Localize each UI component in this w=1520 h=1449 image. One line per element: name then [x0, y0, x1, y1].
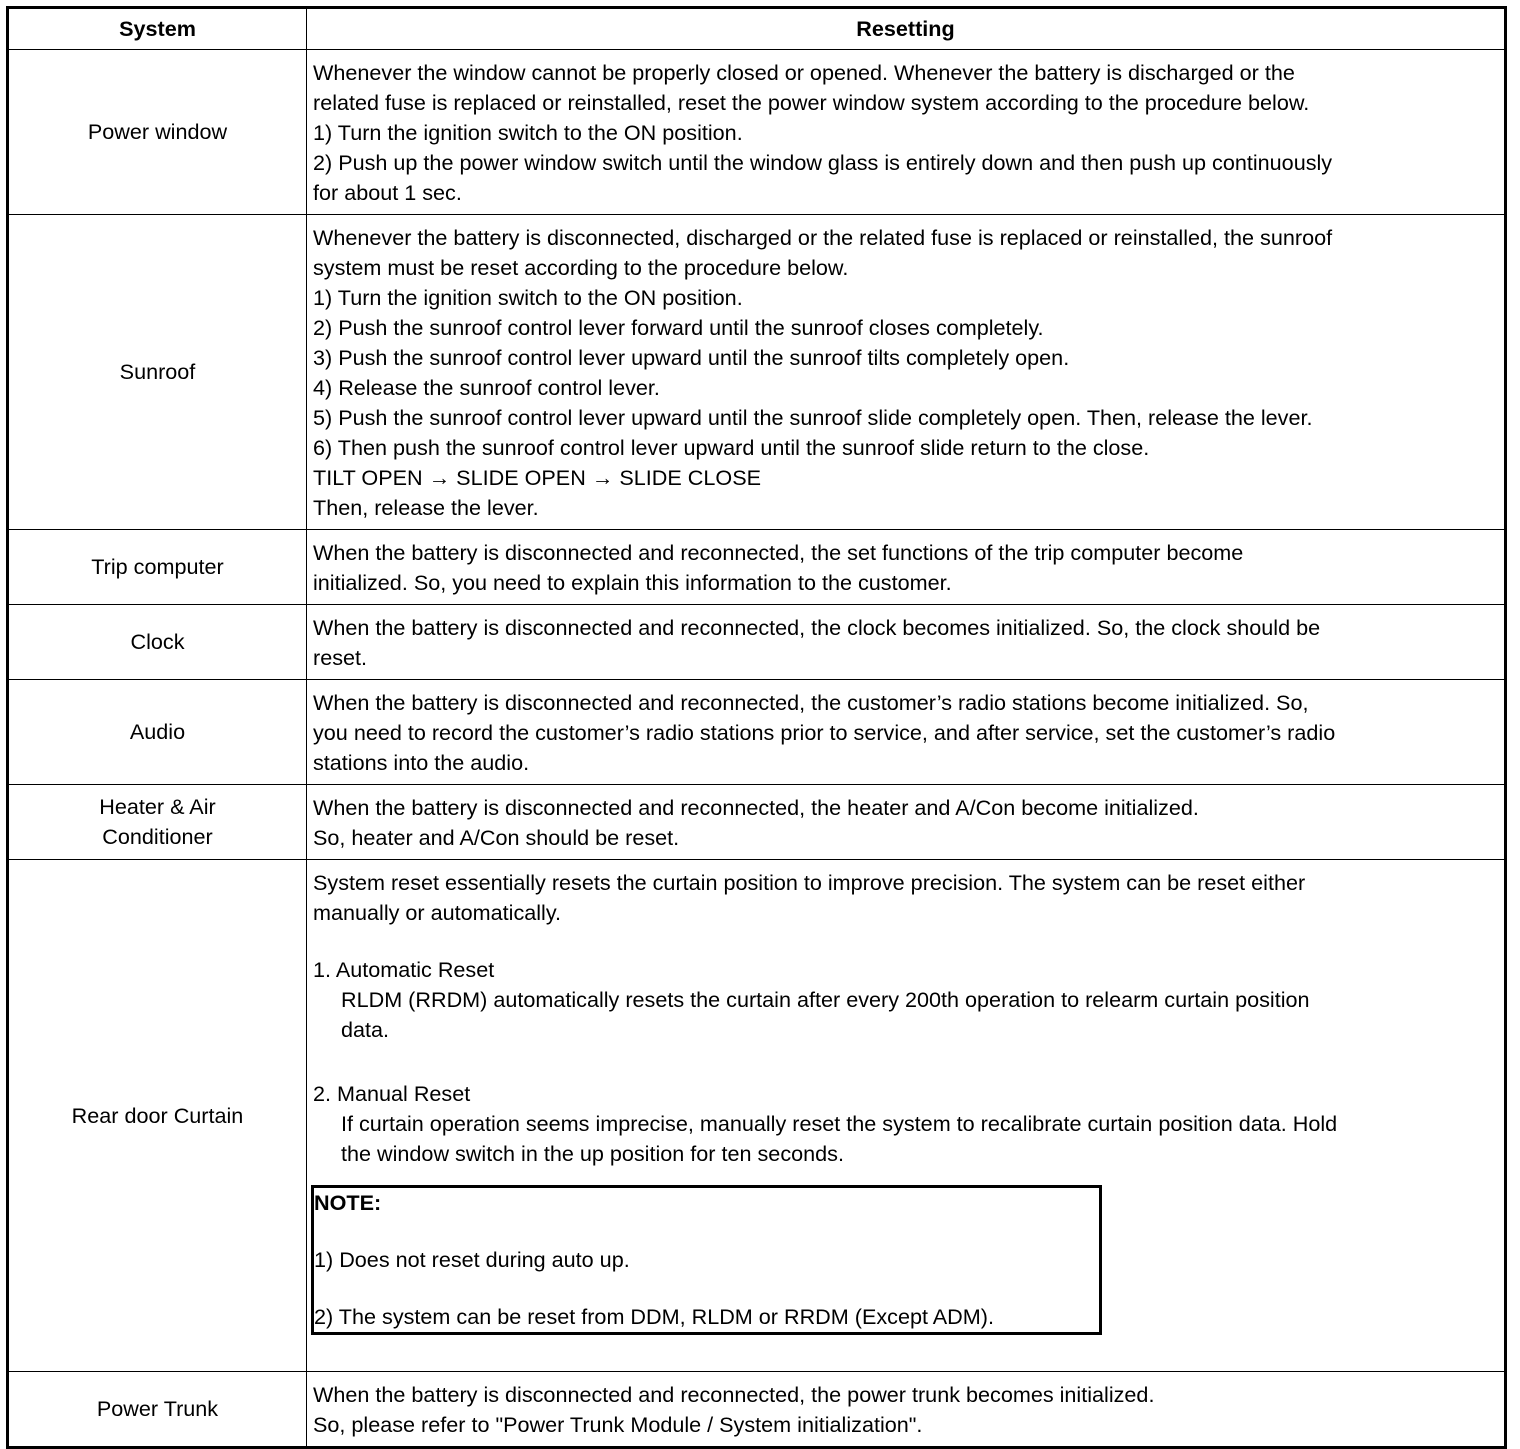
resetting-line: So, heater and A/Con should be reset.: [313, 825, 680, 850]
resetting-line: stations into the audio.: [313, 750, 530, 775]
header-row: [8, 8, 1506, 50]
note-item: 2) The system can be reset from DDM, RLDM or RRDM (Except ADM).: [314, 1304, 994, 1329]
resetting-line: 4) Release the sunroof control lever.: [313, 375, 660, 400]
resetting-line: initialized. So, you need to explain this information to the customer.: [313, 570, 952, 595]
reset-method-heading: 1. Automatic Reset: [313, 957, 495, 982]
resetting-line: When the battery is disconnected and reconnected, the customer’s radio stations become initialized. So,: [313, 690, 1309, 715]
table-row: [8, 215, 1506, 530]
system-name: Sunroof: [119, 359, 196, 384]
resetting-line: So, please refer to "Power Trunk Module / System initialization".: [313, 1412, 923, 1437]
resetting-line: Then, release the lever.: [313, 495, 539, 520]
resetting-cell: [307, 785, 1506, 860]
system-name: Heater & Air: [99, 794, 216, 819]
reset-method-line: If curtain operation seems imprecise, manually reset the system to recalibrate curtain position data. Hold: [341, 1111, 1338, 1136]
system-cell: [8, 785, 307, 860]
system-name: Power window: [87, 119, 228, 144]
resetting-cell: [307, 860, 1506, 1372]
resetting-line: you need to record the customer’s radio stations prior to service, and after service, set the customer’s radio: [313, 720, 1336, 745]
resetting-line: Whenever the window cannot be properly closed or opened. Whenever the battery is discharged or the: [313, 60, 1295, 85]
system-name: Trip computer: [91, 554, 224, 579]
resetting-line: 5) Push the sunroof control lever upward until the sunroof slide completely open. Then, release the lever.: [313, 405, 1313, 430]
system-resetting-table: [6, 6, 1507, 1449]
header-resetting: Resetting: [307, 8, 1506, 50]
intro-line: System reset essentially resets the curtain position to improve precision. The system can be reset either: [313, 870, 1306, 895]
resetting-cell: [307, 215, 1506, 530]
resetting-line: 3) Push the sunroof control lever upward until the sunroof tilts completely open.: [313, 345, 1070, 370]
resetting-line: When the battery is disconnected and reconnected, the heater and A/Con become initialized.: [313, 795, 1199, 820]
resetting-line: 1) Turn the ignition switch to the ON position.: [313, 120, 743, 145]
resetting-line: 2) Push the sunroof control lever forward until the sunroof closes completely.: [313, 315, 1044, 340]
resetting-line: When the battery is disconnected and reconnected, the clock becomes initialized. So, the clock should be: [313, 615, 1321, 640]
system-cell: [8, 530, 307, 605]
resetting-cell: [307, 1372, 1506, 1448]
table-row: [8, 785, 1506, 860]
table-row: [8, 530, 1506, 605]
intro-line: manually or automatically.: [313, 900, 562, 925]
header-system: System: [8, 8, 307, 50]
resetting-cell: [307, 680, 1506, 785]
table-row: [8, 50, 1506, 215]
resetting-line: TILT OPEN → SLIDE OPEN → SLIDE CLOSE: [313, 465, 761, 490]
system-name: Rear door Curtain: [71, 1102, 244, 1128]
resetting-line: for about 1 sec.: [313, 180, 462, 205]
table-row: [8, 1372, 1506, 1448]
resetting-line: reset.: [313, 645, 368, 670]
resetting-line: 6) Then push the sunroof control lever upward until the sunroof slide return to the close.: [313, 435, 1150, 460]
table-row: [8, 860, 1506, 1372]
system-cell: [8, 50, 307, 215]
resetting-cell: [307, 530, 1506, 605]
system-cell: [8, 1372, 307, 1448]
reset-method-line: data.: [341, 1017, 390, 1042]
resetting-line: system must be reset according to the procedure below.: [313, 255, 849, 280]
system-cell: [8, 860, 307, 1372]
system-name: Clock: [130, 629, 185, 654]
system-name: Power Trunk: [96, 1396, 219, 1421]
table-row: [8, 680, 1506, 785]
resetting-line: When the battery is disconnected and reconnected, the power trunk becomes initialized.: [313, 1382, 1155, 1407]
note-title: NOTE:: [314, 1190, 382, 1215]
note-item: 1) Does not reset during auto up.: [314, 1247, 630, 1272]
system-cell: [8, 605, 307, 680]
note-box: [311, 1185, 1102, 1335]
resetting-line: When the battery is disconnected and reconnected, the set functions of the trip computer become: [313, 540, 1244, 565]
reset-method-line: RLDM (RRDM) automatically resets the curtain after every 200th operation to relearm curtain position: [341, 987, 1310, 1012]
reset-method-heading: 2. Manual Reset: [313, 1081, 471, 1106]
system-name: Audio: [129, 719, 186, 744]
resetting-line: 2) Push up the power window switch until the window glass is entirely down and then push up continuously: [313, 150, 1333, 175]
system-name: Conditioner: [102, 824, 213, 849]
resetting-cell: [307, 605, 1506, 680]
resetting-line: 1) Turn the ignition switch to the ON position.: [313, 285, 743, 310]
system-cell: [8, 680, 307, 785]
resetting-line: related fuse is replaced or reinstalled, reset the power window system according to the procedure below.: [313, 90, 1310, 115]
resetting-line: Whenever the battery is disconnected, discharged or the related fuse is replaced or reinstalled, the sunroof: [313, 225, 1333, 250]
table-row: [8, 605, 1506, 680]
reset-method-line: the window switch in the up position for ten seconds.: [341, 1141, 844, 1166]
resetting-cell: [307, 50, 1506, 215]
system-cell: [8, 215, 307, 530]
